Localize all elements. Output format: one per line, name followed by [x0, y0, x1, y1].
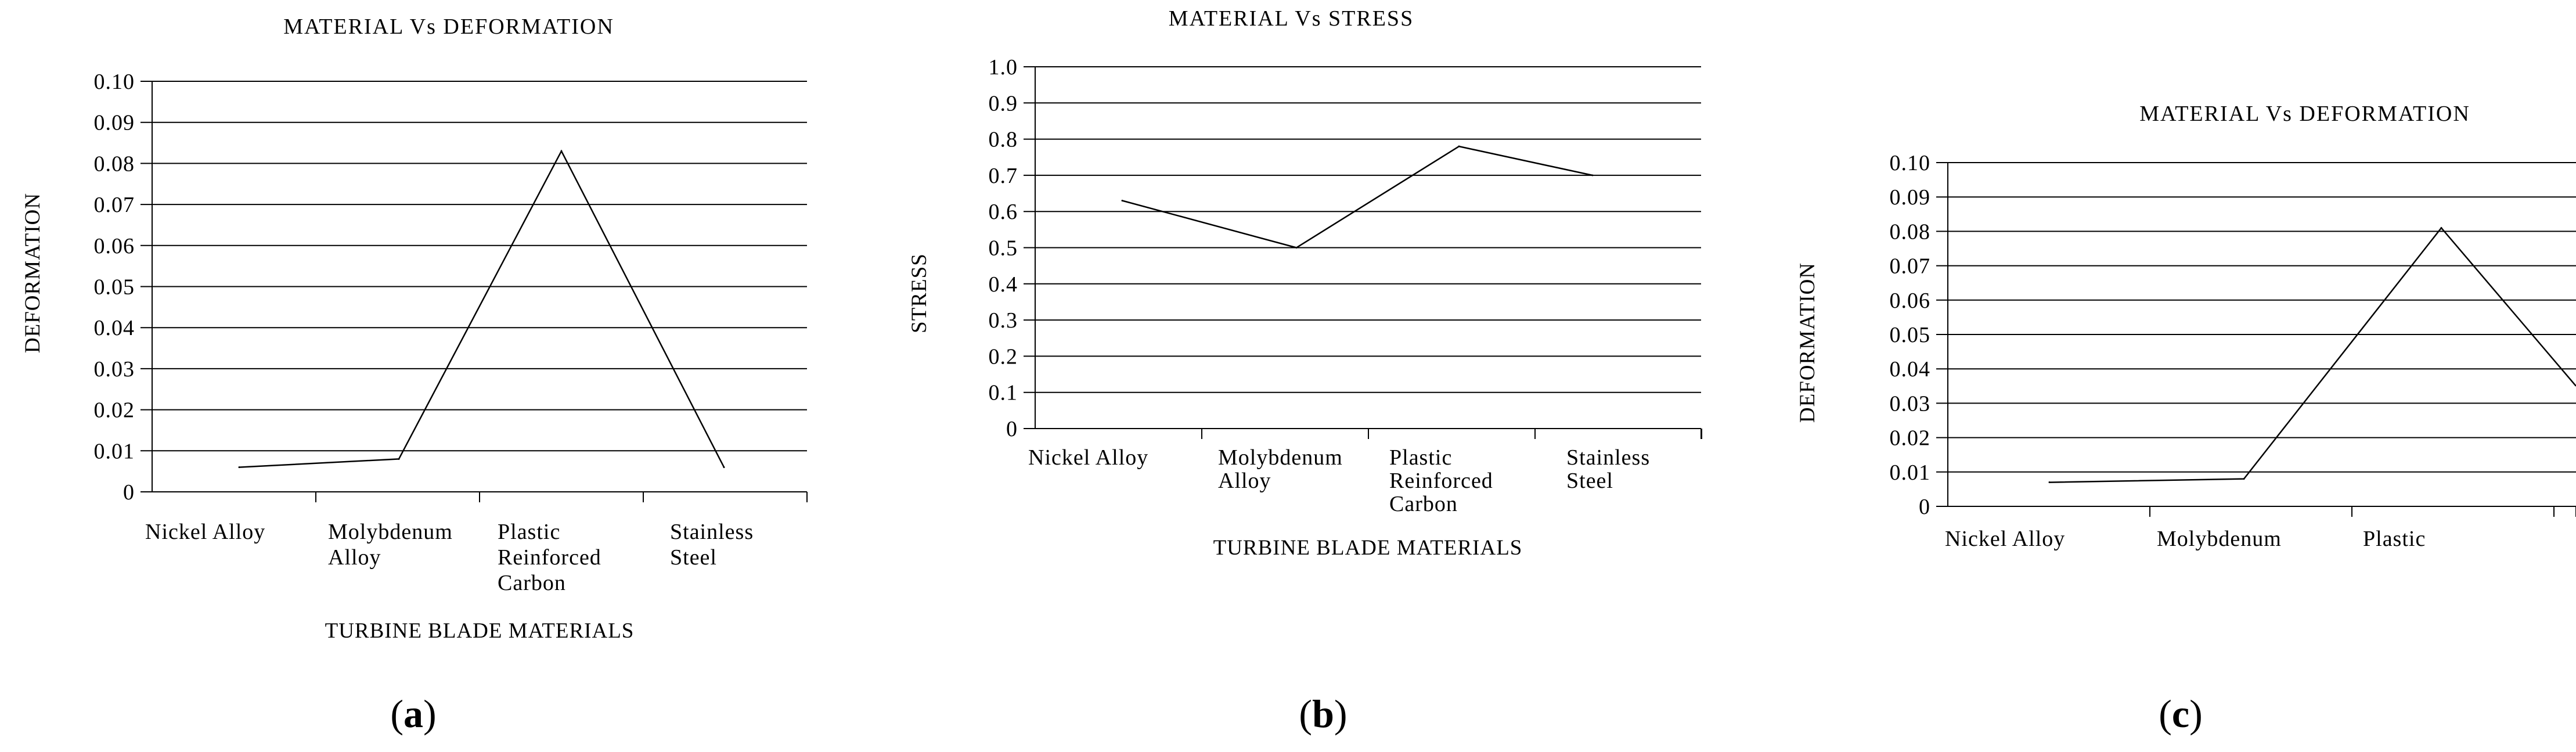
chart-title: MATERIAL Vs DEFORMATION [2139, 102, 2470, 126]
x-tick-label: Molybdenum [2157, 527, 2282, 551]
y-tick-label: 0.04 [93, 316, 135, 341]
x-tick-label: Nickel Alloy [1945, 527, 2066, 551]
y-tick-label: 0.06 [1889, 288, 1930, 313]
x-tick-label: Plastic Reinforced Carbon [1389, 445, 1493, 516]
panel-label: (a) [390, 692, 437, 736]
data-point [723, 466, 725, 468]
y-tick-label: 0.01 [1889, 460, 1930, 485]
data-point [239, 466, 240, 468]
y-tick-label: 0.08 [1889, 220, 1930, 244]
data-point [2441, 227, 2442, 229]
x-tick-label: Molybdenum Alloy [1218, 445, 1343, 493]
data-point [1458, 146, 1460, 147]
y-tick-label: 0.1 [988, 380, 1018, 405]
y-tick-label: 0.9 [988, 91, 1018, 116]
y-tick-label: 0.8 [988, 127, 1018, 152]
data-point [2049, 481, 2051, 483]
series-line [1122, 146, 1593, 247]
y-tick-label: 0.03 [1889, 391, 1930, 416]
y-tick-label: 0.4 [988, 272, 1018, 297]
y-tick-label: 0 [1006, 417, 1018, 441]
data-point [1122, 200, 1123, 202]
chart-a [0, 0, 859, 752]
y-tick-label: 0.08 [93, 152, 135, 177]
y-tick-label: 0.03 [93, 357, 135, 382]
y-tick-label: 0.07 [93, 193, 135, 218]
y-tick-label: 0.02 [1889, 426, 1930, 451]
y-axis-label: DEFORMATION [1796, 262, 1820, 423]
y-tick-label: 0.07 [1889, 254, 1930, 279]
data-point [2243, 478, 2245, 480]
y-axis-label: DEFORMATION [21, 192, 45, 354]
y-tick-label: 0.5 [988, 236, 1018, 261]
chart-b [859, 0, 1718, 752]
plot-area [94, 70, 808, 595]
x-axis-label: TURBINE BLADE MATERIALS [325, 619, 635, 643]
y-tick-label: 0.09 [93, 110, 135, 135]
x-axis-label: TURBINE BLADE MATERIALS [1213, 536, 1523, 560]
x-tick-label: Nickel Alloy [145, 520, 266, 544]
y-tick-label: 0.04 [1889, 357, 1930, 382]
x-tick-label: Stainless Steel [1566, 445, 1651, 493]
y-tick-label: 0 [1919, 495, 1930, 519]
data-point [1592, 174, 1594, 176]
y-tick-label: 0.02 [93, 398, 135, 423]
y-tick-label: 0.05 [93, 275, 135, 300]
data-point [561, 150, 563, 152]
series-line [239, 151, 724, 467]
panel-label: (c) [2159, 692, 2203, 736]
y-tick-label: 0.05 [1889, 323, 1930, 347]
chart-title: MATERIAL Vs DEFORMATION [283, 15, 614, 39]
y-tick-label: 0 [123, 480, 135, 505]
y-tick-label: 0.10 [93, 70, 135, 94]
x-tick-label: Stainless Steel [670, 520, 754, 570]
y-tick-label: 0.06 [93, 233, 135, 258]
y-tick-label: 0.2 [988, 344, 1018, 369]
y-tick-label: 0.01 [93, 439, 135, 464]
plot-area [989, 55, 1702, 516]
y-tick-label: 0.3 [988, 308, 1018, 333]
y-axis-label: STRESS [907, 253, 931, 333]
y-tick-label: 0.7 [988, 163, 1018, 188]
data-point [398, 458, 400, 460]
x-tick-label: Plastic [2363, 527, 2426, 551]
data-point [1296, 247, 1298, 249]
chart-title: MATERIAL Vs STRESS [1168, 6, 1414, 31]
plot-area [1890, 151, 2576, 551]
y-tick-label: 0.10 [1889, 151, 1930, 175]
y-tick-label: 0.09 [1889, 185, 1930, 210]
x-tick-label: Nickel Alloy [1028, 445, 1149, 470]
y-tick-label: 1.0 [988, 55, 1018, 80]
chart-c [1718, 0, 2576, 752]
x-tick-label: Molybdenum Alloy [328, 520, 453, 570]
y-tick-label: 0.6 [988, 200, 1018, 225]
x-tick-label: Plastic Reinforced Carbon [498, 520, 601, 595]
panel-label: (b) [1299, 692, 1348, 736]
